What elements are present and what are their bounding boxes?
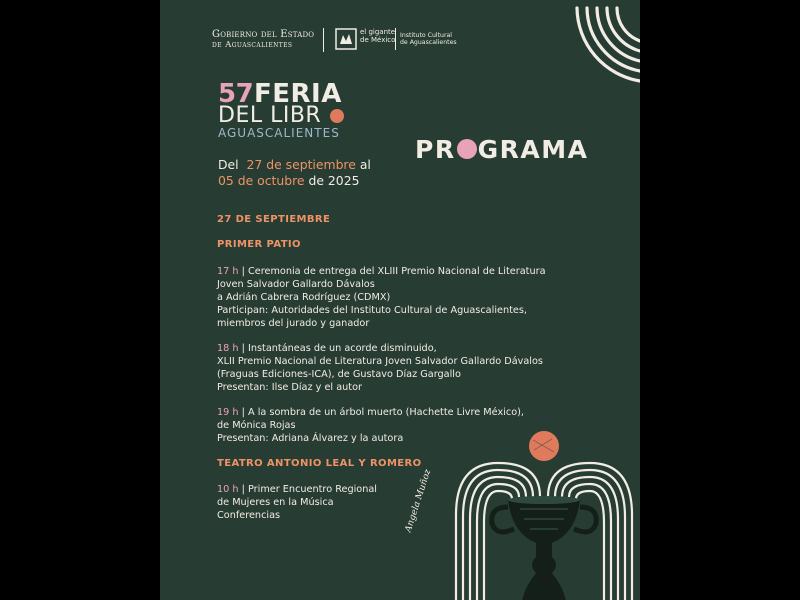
decorative-arcs [540,0,640,95]
artist-signature-text: Angela Muñoz [403,468,434,534]
date-start: 27 de septiembre [246,157,356,172]
event-line: Presentan: Ilse Díaz y el autor [217,382,362,393]
event-18h: 18 h | Instantáneas de un acorde disminuido, XLII Premio Nacional de Literatura Joven Salvador Gallardo Dávalos (Fraguas Ediciones-ICA), de Gustavo Díaz Gargallo Presentan: Ilse Díaz y el autor [217,343,543,393]
gobierno-logo-line2: de Aguascalientes [212,40,293,50]
event-19h: 19 h | A la sombra de un árbol muerto (Hachette Livre México), de Mónica Rojas Presentan: Adriana Álvarez y la autora [217,407,524,444]
event-line: XLII Premio Nacional de Literatura Joven Salvador Gallardo Dávalos [217,356,543,367]
date-del: Del [218,157,239,172]
event-10h: 10 h | Primer Encuentro Regional de Mujeres en la Música Conferencias [217,484,377,521]
gobierno-logo-line1: Gobierno del Estado [212,29,315,40]
poster [160,0,640,600]
event-line: Joven Salvador Gallardo Dávalos [217,279,375,290]
event-line: Participan: Autoridades del Instituto Cultural de Aguascalientes, [217,305,527,316]
title-city: AGUASCALIENTES [218,126,340,140]
program-day: 27 DE SEPTIEMBRE [217,214,331,225]
title-del-libro: DEL LIBR [218,103,322,128]
gigante-logo-icon [335,28,357,50]
event-line: de Mónica Rojas [217,420,296,431]
event-line: miembros del jurado y ganador [217,318,370,329]
venue-primer-patio: PRIMER PATIO [217,239,301,250]
gobierno-logo [212,30,314,50]
date-range [218,157,371,189]
event-hour: 10 h [217,484,239,495]
event-line: Presentan: Adriana Álvarez y la autora [217,433,404,444]
programa-o-circle [457,139,477,159]
programa-heading [415,135,588,164]
instituto-cultural-logo: Instituto Cultural de Aguascalientes [400,32,457,47]
event-hour: 18 h [217,343,239,354]
event-line: A la sombra de un árbol muerto (Hachette Livre México), [248,407,524,418]
event-line: (Fraguas Ediciones-ICA), de Gustavo Díaz Gargallo [217,369,461,380]
event-hour: 17 h [217,266,239,277]
date-year: de 2025 [308,173,360,188]
logo-divider [395,28,396,50]
date-end: 05 de octubre [218,173,305,188]
event-hour: 19 h [217,407,239,418]
date-al: al [359,157,371,172]
event-17h: 17 h | Ceremonia de entrega del XLIII Premio Nacional de Literatura Joven Salvador Gallardo Dávalos a Adrián Cabrera Rodríguez (CDMX) Participan: Autoridades del Instituto Cultural de Aguascalientes, miembros del jurado y ganador [217,266,546,329]
programa-prefix: PR [415,135,456,164]
event-line: Primer Encuentro Regional [248,484,377,495]
event-line: de Mujeres en la Música [217,497,334,508]
title-feria: FERIA [254,79,342,109]
event-line: a Adrián Cabrera Rodríguez (CDMX) [217,292,391,303]
artist-signature [396,468,434,534]
venue-teatro: TEATRO ANTONIO LEAL Y ROMERO [217,458,422,469]
title-edition-number: 57 [218,79,254,109]
logo-divider [323,28,324,52]
fountain-illustration [448,425,640,600]
title-orange-dot [330,109,344,123]
programa-suffix: GRAMA [477,135,589,164]
gigante-logo-text: el gigante de México [360,28,396,44]
event-line: Ceremonia de entrega del XLIII Premio Nacional de Literatura [248,266,546,277]
event-line: Conferencias [217,510,281,521]
event-line: Instantáneas de un acorde disminuido, [248,343,437,354]
